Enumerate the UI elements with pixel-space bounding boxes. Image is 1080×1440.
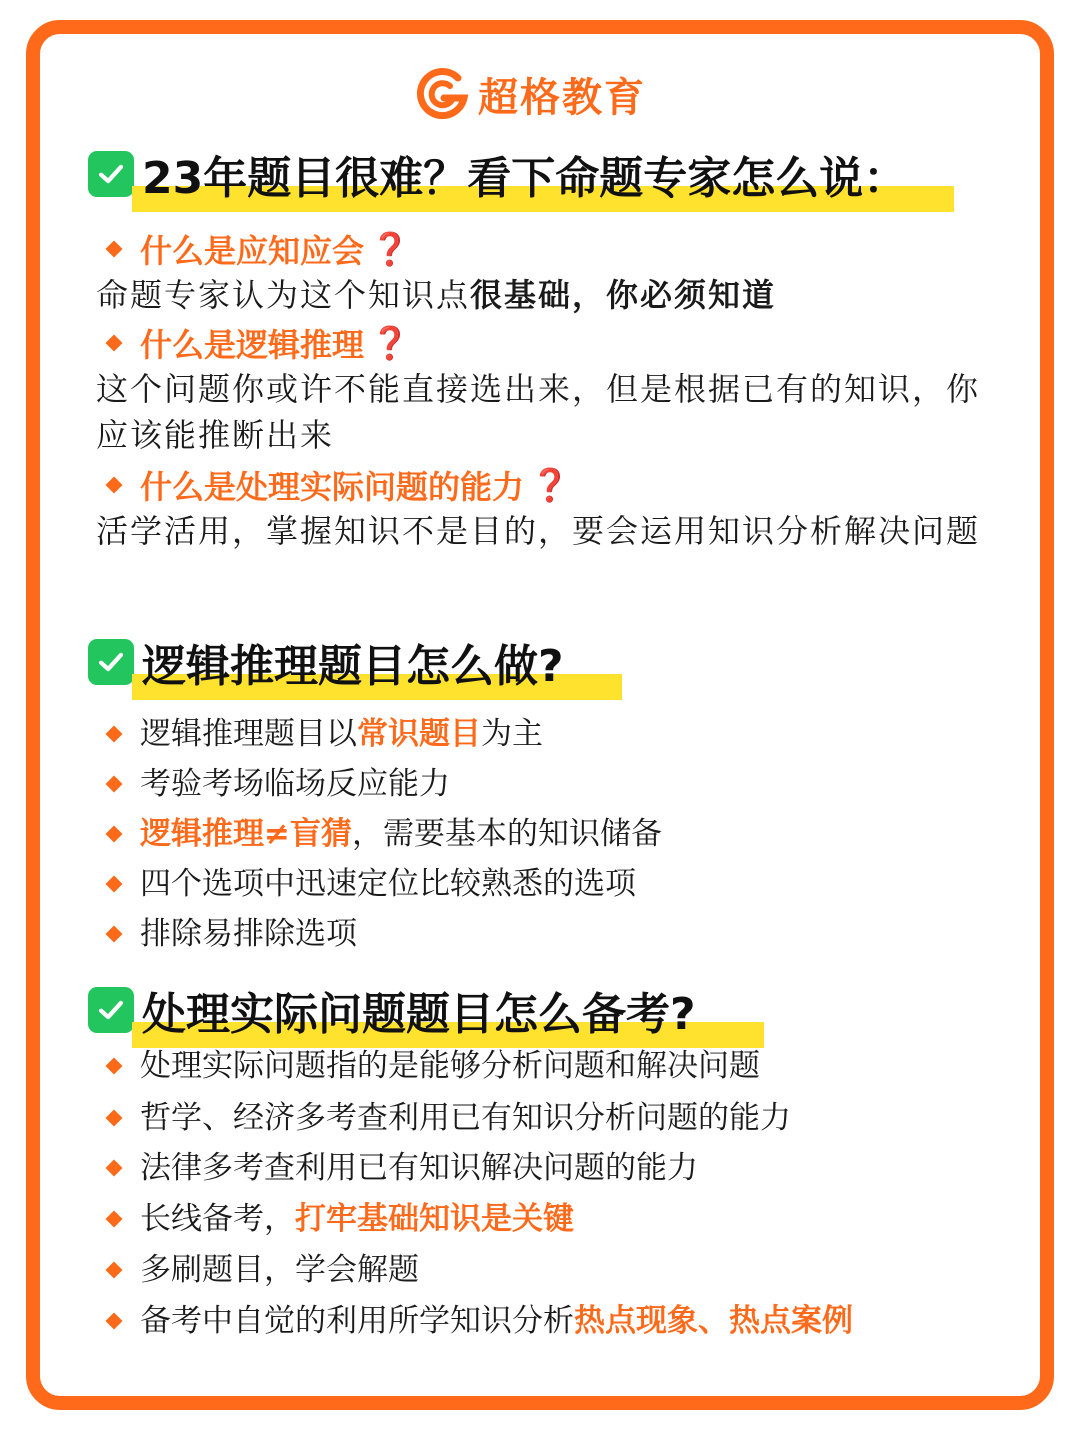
section-3-title-wrap [142, 978, 696, 1042]
list-item: 多刷题目，学会解题 [108, 1248, 419, 1292]
diamond-bullet-icon [106, 726, 123, 743]
diamond-bullet-icon [106, 1313, 123, 1330]
diamond-bullet-icon [106, 1262, 123, 1279]
check-icon [88, 151, 134, 197]
diamond-bullet-icon [106, 876, 123, 893]
list-item: 法律多考查利用已有知识解决问题的能力 [108, 1146, 698, 1190]
list-item: 备考中自觉的利用所学知识分析 热点现象、热点案例 [108, 1299, 853, 1343]
list-item: 逻辑推理题目以 常识题目 为主 [108, 712, 543, 756]
list-item: 处理实际问题指的是能够分析问题和解决问题 [108, 1044, 760, 1088]
question-mark-icon: ❓ [530, 466, 570, 504]
question-1: 什么是应知应会 ❓ [108, 226, 410, 272]
list-item: 考验考场临场反应能力 [108, 762, 450, 806]
list-item: 哲学、经济多考查利用已有知识分析问题的能力 [108, 1096, 791, 1140]
brand-header [414, 62, 646, 126]
section-1-title: 23年题目很难？看下命题专家怎么说： [142, 153, 908, 204]
diamond-bullet-icon [106, 1160, 123, 1177]
question-mark-icon: ❓ [370, 230, 410, 268]
diamond-bullet-icon [106, 335, 123, 352]
answer-3: 活学活用，掌握知识不是目的，要会运用知识分析解决问题 [96, 512, 981, 550]
brand-name: 超格教育 [478, 74, 646, 121]
answer-1: 命题专家认为这个知识点很基础，你必须知道 [96, 276, 777, 314]
section-2-heading [88, 630, 564, 694]
diamond-bullet-icon [106, 1211, 123, 1228]
list-item: 逻辑推理≠盲猜 ，需要基本的知识储备 [108, 812, 662, 856]
list-item: 长线备考， 打牢基础知识是关键 [108, 1197, 574, 1241]
list-item: 排除易排除选项 [108, 912, 357, 956]
list-item: 四个选项中迅速定位比较熟悉的选项 [108, 862, 636, 906]
check-icon [88, 987, 134, 1033]
check-icon [88, 639, 134, 685]
g-logo-icon [414, 66, 470, 122]
question-2: 什么是逻辑推理 ❓ [108, 320, 410, 366]
section-1-title-wrap [142, 142, 907, 206]
question-3: 什么是处理实际问题的能力 ❓ [108, 462, 570, 508]
diamond-bullet-icon [106, 776, 123, 793]
section-3-heading [88, 978, 696, 1042]
diamond-bullet-icon [106, 926, 123, 943]
section-3-title: 处理实际问题题目怎么备考? [142, 989, 696, 1040]
diamond-bullet-icon [106, 1058, 123, 1075]
diamond-bullet-icon [106, 241, 123, 258]
diamond-bullet-icon [106, 826, 123, 843]
question-mark-icon: ❓ [370, 324, 410, 362]
section-2-title-wrap [142, 630, 564, 694]
diamond-bullet-icon [106, 1110, 123, 1127]
answer-2: 这个问题你或许不能直接选出来，但是根据已有的知识，你应该能推断出来 [96, 370, 981, 454]
section-2-title: 逻辑推理题目怎么做? [142, 641, 564, 692]
diamond-bullet-icon [106, 477, 123, 494]
section-1-heading [88, 142, 907, 206]
